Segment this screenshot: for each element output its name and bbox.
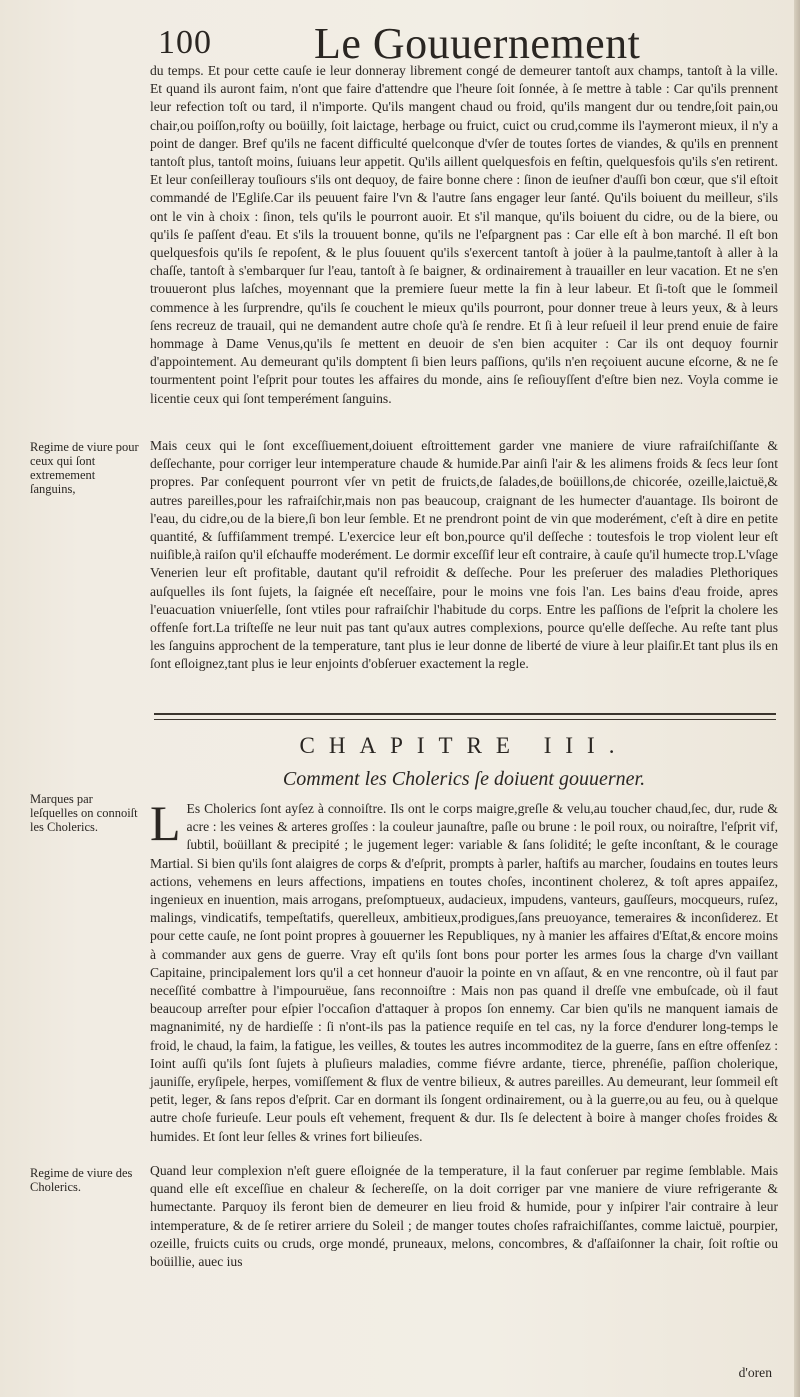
catchword: d'oren [738,1365,772,1380]
paragraph-cholerics-regime: Quand leur complexion n'eſt guere eſloignée de la temperature, il la faut conſeruer par regime ſemblable. Mais quand elle eſt exceſſiue en chaleur & ſechereſſe, on la doit corriger par vne maniere de viure refrigerante & humectante. Parquoy ils feront bien de demeurer en lieu froid & humide, pour y inſpirer l'air contraire à leur intemperature, & de ſe retirer arriere du Soleil ; de manger toutes choſes rafraichiſſantes, comme laictuë, pourpier, ozeille, fruicts cuits ou cruds, orge mondé, pruneaux, melons, concombres, & d'aſſaiſonner la chair, ſoit roſtie ou boüillie, auec ius [150,1163,778,1270]
chapter-divider-rule [154,713,776,720]
running-title: Le Gouuernement [314,19,641,68]
paragraph-sanguins-liberty: du temps. Et pour cette cauſe ie leur donneray librement congé de demeurer tantoſt aux champs, tantoſt à la ville. Et quand ils auront faim, n'ont que faire d'attendre que l'heure ſoit ſonnée, à ſe mettre à table : Car qu'ils prennent leur refection toſt ou tard, il n'importe. Qu'ils mangent chaud ou froid, qu'ils mangent dur ou tendre,ſoit pain,ou chair,ou poiſſon,roſty ou boüilly, ſoit laictage, herbage ou fruict, cuict ou crud,comme ils l'aymeront mieux, il n'y a point de danger. Bref qu'ils ne facent difficulté quelconque d'vſer de toutes ſortes de viandes, & qu'ils en prennent tantoſt plus, tantoſt moins, ſuiuans leur appetit. Qu'ils aillent quelquesfois en feſtin, quelquesfois qu'ils s'en retirent. Et leur conſeilleray touſiours s'ils ont dequoy, de faire bonne chere : ſinon de ieuſner d'auſſi bon cœur, que s'il eſtoit commandé de l'Egliſe.Car ils peuuent faire l'vn & l'autre ſans engager leur ſanté. Qu'ils boiuent du meilleur, s'ils ont le vin à choix : ſinon, tels qu'ils le pourront auoir. Et s'il manque, qu'ils boiuent du cidre, ou de la biere, ou qu'ils ſe paſſent d'eau. Et s'ils la trouuent bonne, qu'ils ne l'eſpargnent pas : Car elle eſt à bon marché. Il eſt bon quelquesfois qu'ils ſe repoſent, & le plus ſouuent qu'ils s'exercent tantoſt à joüer à la paulme,tantoſt à aller à la chaſſe, tantoſt à s'embarquer ſur l'eau, tantoſt à ſe baigner, & ordinairement à trauailler en leur vacation. Et ne s'en trouueront plus laſches, moyennant que la premiere ſueur mette la fin à leur labeur. Et ſi-toſt que le ſommeil commence à les ſurprendre, qu'ils ſe couchent le mieux qu'ils pourront, pour donner treue à leurs yeux, & à leurs ſens recreuz de trauail, qui ne demandent autre choſe qu'à ſe rendre. Et ſi à leur reſueil il leur prend enuie de faire hommage à Dame Venus,qu'ils ſe mettent en deuoir de s'en bien acquiter : Car ils ont dequoy fournir d'appointement. Au demeurant qu'ils domptent ſi bien leurs paſſions, qu'ils n'en reçoiuent aucune eſcorne, & ne ſe tourmentent point l'eſprit pour toutes les affaires du monde, ains ſe reſiouyſſent d'eſtre bien nez. Voyla comme ie licentie ceux qui ſont temperément ſanguins. [150,63,778,406]
paragraph-cholerics-marks-text: Es Cholerics ſont ayſez à connoiſtre. Ils ont le corps maigre,greſle & velu,au toucher chaud,ſec, dur, rude & acre : les veines & arteres groſſes : la couleur jaunaſtre, paſle ou brune : le poil roux, ou noiraſtre, l'eſprit vif, ſubtil, boüillant & precipité ; le jugement leger: variable & ſans ſolidité; le geſte inconſtant, & le courage Martial. Si bien qu'ils ſont alaigres de corps & d'eſprit, prompts à parler, haſtifs au marcher, ſoudains en toutes leurs actions, vehemens en leurs affections, impatiens en toutes choſes, incontinent cholerez, & toſt apres appaiſez, ingenieux en inuention, mais arrogans, preſomptueux, audacieux, impudens, vanteurs, gauſſeurs, mocqueurs, ruſez, malings, vindicatifs, tempeſtatifs, querelleux, ambitieux,prodigues,ſans preuoyance, temeraires & inconſiderez. Et pour cette cauſe, ne ſont point propres à gouuerner les Republiques, ny à manier les affaires d'Eſtat,& encore moins à commander aux gens de guerre. Vray eſt qu'ils ſont bons pour porter les armes ſous la charge d'vn vaillant Capitaine, principalement lors qu'il a cet honneur d'auoir la pointe en vn aſſaut, & en vne rencontre, où il faut par neceſſité combattre à l'impouruëue, ſans reconnoiſtre : Mais non pas quand il dreſſe vne embuſcade, où il faut beaucoup arreſter pour eſpier l'occaſion d'attaquer à propos ſon ennemy. Car bien qu'ils ne manquent iamais de magnanimité, ny de hardieſſe : ſi n'ont-ils pas la patience requiſe en tel cas, ny la force d'endurer long-temps le froid, le chaud, la faim, la fatigue, les veilles, & toutes les autres incommoditez de la guerre, ſans en eſtre offenſez : Ioint auſſi qu'ils ſont ſujets à pluſieurs maladies, comme fiévre ardante, tierce, phrenéſie, paſſion cholerique, jauniſſe, eryſipele, herpes, vomiſſement & flux de ventre bilieux, & autres pareilles. Au demeurant, leur ſommeil eſt petit, leger, & ſans repos d'eſprit. Car en dormant ils ſongent ordinairement, ou à la guerre,ou au feu, ou à quelque autre choſe furieuſe. Leur pouls eſt vehement, frequent & dur. Ils ſe delectent à boire à manger choſes froides & humides. Et ſont leur ſelles & vrines fort bilieuſes. [150,801,778,1144]
chapter-subtitle: Comment les Cholerics ſe doiuent gouuerner. [282,768,646,790]
drop-capital: L [150,795,181,851]
margin-note-cholerics-regime: Regime de viure des Cholerics. [30,1166,133,1194]
paragraph-sanguins-regime: Mais ceux qui le ſont exceſſiuement,doiuent eſtroittement garder vne maniere de viure rafraiſchiſſante & deſſechante, pour corriger leur intemperature chaude & humide.Par ainſi l'air & les alimens froids & ſecs leur ſont propres. Par conſequent pourront vſer vn petit de fruicts,de ſalades,de boüillons,de chicorée, ozeille,laictuë,& autres pareilles,pour les rafraiſchir,mais non pas beaucoup, craignant de les humecter d'auantage. Ils boiront de l'eau, du cidre,ou de la biere,ſi bon leur ſemble. Et ne prendront point de vin que moderément, c'eſt à dire en petite quantité, & ſuffiſamment trempé. L'exercice leur eſt bon,pource qu'il deſſeche : toutesfois le trop violent leur eſt nuiſible,à raiſon qu'il eſchauffe moderément. Le dormir exceſſif leur eſt contraire, à cauſe qu'il humecte trop.L'vſage Venerien leur eſt profitable, dautant qu'il refroidit & deſſeche. Pour les preſeruer des maladies Plethoriques auſquelles ils ſont ſujets, la ſaignée eſt neceſſaire, pour le moins vne fois l'an. Les bains d'eau froide, apres l'euacuation vniuerſelle, ſont vtiles pour rafraiſchir l'habitude du corps. Entre les paſſions de l'eſprit la cholere les offenſe fort.La triſteſſe ne leur nuit pas tant qu'aux autres complexions, pource qu'elle deſſeche. Au reſte tant plus les ſanguins approchent de la temperature, tant plus ie leur donne de liberté de viure à leur plaiſir.Et tant plus ils en ſont eſloignez,tant plus ie leur enjoints d'obſeruer exactement la regle. [150,438,778,672]
margin-note-sanguins-regime: Regime de viure pour ceux qui ſont extremement ſanguins, [30,440,139,496]
chapter-heading: CHAPITRE III. [299,733,629,758]
page-header [152,18,792,66]
paragraph-cholerics-marks [150,795,778,1146]
margin-note-cholerics-marks: Marques par leſquelles on connoiſt les Cholerics. [30,792,138,834]
page-gutter [794,0,800,1397]
page-number: 100 [158,24,212,61]
